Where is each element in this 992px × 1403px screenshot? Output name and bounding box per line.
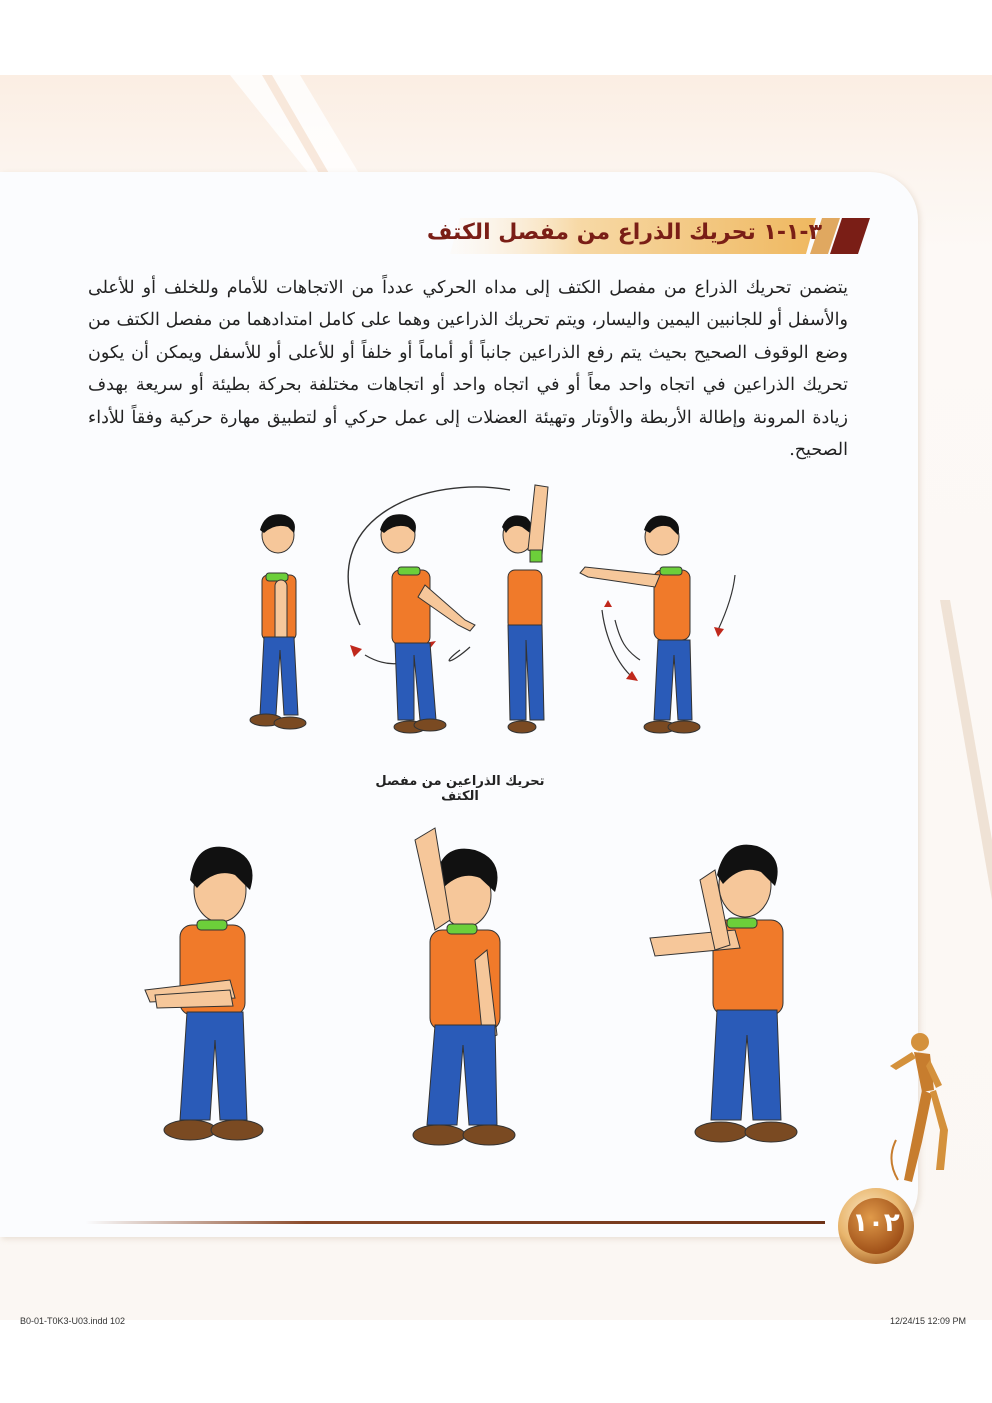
print-slug-file: B0-01-T0K3-U03.indd 102 (20, 1316, 126, 1326)
footer-rule (85, 1221, 825, 1224)
print-slug-date: 12/24/15 12:09 PM (889, 1316, 966, 1326)
decorative-streaks (0, 75, 992, 175)
body-paragraph: يتضمن تحريك الذراع من مفصل الكتف إلى مداه الحركي عدداً من الاتجاهات للأمام وللخلف أو للأعلى والأسفل أو للجانبين اليمين واليسار، ويتم تحريك الذراعين وهما على كامل امتدادهما من مفصل الكتف من وضع الوقوف الصحيح بحيث يتم رفع الذراعين جانباً أو أماماً أو خلفاً أو للأعلى أو للأسفل ويمكن أن يكون تحريك الذراعين في اتجاه واحد معاً أو في اتجاه واحد أو اتجاهات مختلفة بحركة بطيئة أو سريعة بهدف زيادة المرونة وإطالة الأربطة والأوتار وتهيئة العضلات إلى عمل حركي أو لتطبيق مهارة حركية وفقاً للأداء الصحيح. (88, 278, 848, 461)
figure-arms-forward (580, 516, 700, 733)
section-number: ٣-١-١ (763, 220, 822, 245)
section-title (427, 220, 822, 245)
figure-standing (250, 514, 306, 729)
figure-arms-crossed (145, 847, 263, 1140)
figure-caption: تحريك الذراعين من مفصل الكتف (375, 774, 545, 804)
arrow-head (350, 645, 362, 657)
section-title-label: تحريك الذراع من مفصل الكتف (426, 220, 756, 245)
figure-arm-across (650, 845, 797, 1142)
figure-arm-overhead (413, 828, 515, 1145)
page-number: ١٠٢ (852, 1208, 900, 1238)
figure-arms-up (502, 485, 548, 733)
stretch-illustration (135, 820, 795, 1160)
runner-silhouette (876, 1030, 956, 1190)
figure-arm-back (380, 514, 475, 733)
arm-rotation-illustration (230, 475, 760, 745)
